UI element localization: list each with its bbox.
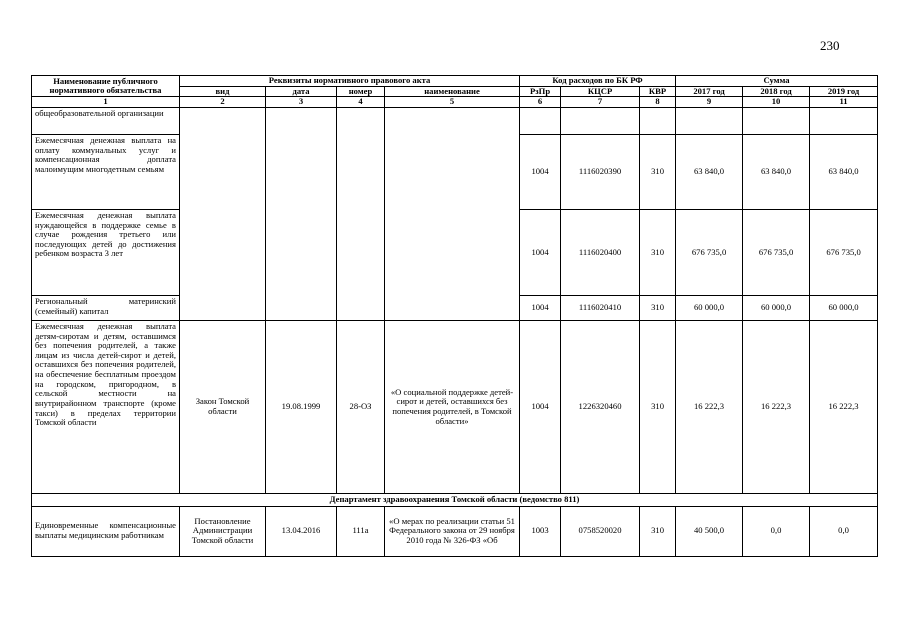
rzpr-cell: 1004 <box>520 134 561 209</box>
rzpr-cell: 1004 <box>520 209 561 295</box>
obligation-name: Региональный материнский (семейный) капитал <box>32 295 180 320</box>
sum-2017-cell: 16 222,3 <box>676 320 743 493</box>
column-number: 9 <box>676 97 743 108</box>
kcsr-cell: 1226320460 <box>561 320 640 493</box>
sum-2019-cell <box>810 107 878 134</box>
kcsr-cell <box>561 107 640 134</box>
header-act-date: дата <box>266 86 337 97</box>
header-2017: 2017 год <box>676 86 743 97</box>
act-type-cell: Закон Томской области <box>180 320 266 493</box>
sum-2019-cell: 16 222,3 <box>810 320 878 493</box>
kvr-cell: 310 <box>640 506 676 556</box>
table-row <box>32 320 878 493</box>
sum-2017-cell: 60 000,0 <box>676 295 743 320</box>
column-number: 10 <box>743 97 810 108</box>
act-type-cell: Постановление Администрации Томской области <box>180 506 266 556</box>
act-number-cell: 111а <box>337 506 385 556</box>
act-name-cell: «О мерах по реализации статьи 51 Федерального закона от 29 ноября 2010 года № 326-ФЗ «Об <box>385 506 520 556</box>
sum-2017-cell <box>676 107 743 134</box>
header-act-group: Реквизиты нормативного правового акта <box>180 76 520 87</box>
sum-2019-cell: 60 000,0 <box>810 295 878 320</box>
header-act-number: номер <box>337 86 385 97</box>
rzpr-cell: 1004 <box>520 295 561 320</box>
sum-2019-cell: 0,0 <box>810 506 878 556</box>
act-date-cell: 13.04.2016 <box>266 506 337 556</box>
header-row-numbers <box>32 97 878 108</box>
act-name-cell <box>385 107 520 320</box>
header-2019: 2019 год <box>810 86 878 97</box>
act-type-cell <box>180 107 266 320</box>
kcsr-cell: 1116020410 <box>561 295 640 320</box>
column-number: 2 <box>180 97 266 108</box>
sum-2019-cell: 676 735,0 <box>810 209 878 295</box>
column-number: 7 <box>561 97 640 108</box>
header-kcsr: КЦСР <box>561 86 640 97</box>
kvr-cell: 310 <box>640 295 676 320</box>
act-name-cell: «О социальной поддержке детей-сирот и детей, оставшихся без попечения родителей, в Томской области» <box>385 320 520 493</box>
rzpr-cell <box>520 107 561 134</box>
act-date-cell: 19.08.1999 <box>266 320 337 493</box>
column-number: 11 <box>810 97 878 108</box>
rzpr-cell: 1004 <box>520 320 561 493</box>
table-row <box>32 506 878 556</box>
header-kvr: КВР <box>640 86 676 97</box>
kvr-cell: 310 <box>640 209 676 295</box>
header-act-name: наименование <box>385 86 520 97</box>
act-date-cell <box>266 107 337 320</box>
sum-2017-cell: 676 735,0 <box>676 209 743 295</box>
act-number-cell: 28-ОЗ <box>337 320 385 493</box>
header-row-groups <box>32 76 878 87</box>
act-number-cell <box>337 107 385 320</box>
header-sum-group: Сумма <box>676 76 878 87</box>
page-number: 230 <box>820 38 840 53</box>
sum-2018-cell: 60 000,0 <box>743 295 810 320</box>
department-title: Департамент здравоохранения Томской области (ведомство 811) <box>32 493 878 506</box>
column-number: 6 <box>520 97 561 108</box>
header-code-group: Код расходов по БК РФ <box>520 76 676 87</box>
header-rzpr: РзПр <box>520 86 561 97</box>
kvr-cell: 310 <box>640 320 676 493</box>
obligation-name: Ежемесячная денежная выплата детям-сиротам и детям, оставшимся без попечения родителей, а также лицам из числа детей-сирот и детей, оставшихся без попечения родителей, на обеспечение бесплатным проездом на городском, пригородном, в сельской местности на внутрирайонном транспорте (кроме такси) в пределах территории Томской области <box>32 320 180 493</box>
department-row <box>32 493 878 506</box>
kvr-cell: 310 <box>640 134 676 209</box>
obligation-name: Ежемесячная денежная выплата нуждающейся в поддержке семье в случае рождения третьего или последующих детей до достижения ребенком возраста 3 лет <box>32 209 180 295</box>
budget-table <box>31 75 878 557</box>
sum-2018-cell: 676 735,0 <box>743 209 810 295</box>
kcsr-cell: 1116020390 <box>561 134 640 209</box>
header-obligation: Наименование публичного нормативного обязательства <box>32 76 180 97</box>
column-number: 8 <box>640 97 676 108</box>
sum-2018-cell: 16 222,3 <box>743 320 810 493</box>
kcsr-cell: 1116020400 <box>561 209 640 295</box>
rzpr-cell: 1003 <box>520 506 561 556</box>
header-act-type: вид <box>180 86 266 97</box>
sum-2018-cell <box>743 107 810 134</box>
table-row <box>32 107 878 134</box>
obligation-name: Ежемесячная денежная выплата на оплату коммунальных услуг и компенсационная доплата малоимущим многодетным семьям <box>32 134 180 209</box>
sum-2018-cell: 63 840,0 <box>743 134 810 209</box>
obligation-name: общеобразовательной организации <box>32 107 180 134</box>
column-number: 5 <box>385 97 520 108</box>
sum-2018-cell: 0,0 <box>743 506 810 556</box>
sum-2017-cell: 40 500,0 <box>676 506 743 556</box>
kvr-cell <box>640 107 676 134</box>
column-number: 3 <box>266 97 337 108</box>
header-2018: 2018 год <box>743 86 810 97</box>
kcsr-cell: 0758520020 <box>561 506 640 556</box>
column-number: 4 <box>337 97 385 108</box>
sum-2019-cell: 63 840,0 <box>810 134 878 209</box>
obligation-name: Единовременные компенсационные выплаты медицинским работникам <box>32 506 180 556</box>
sum-2017-cell: 63 840,0 <box>676 134 743 209</box>
column-number: 1 <box>32 97 180 108</box>
